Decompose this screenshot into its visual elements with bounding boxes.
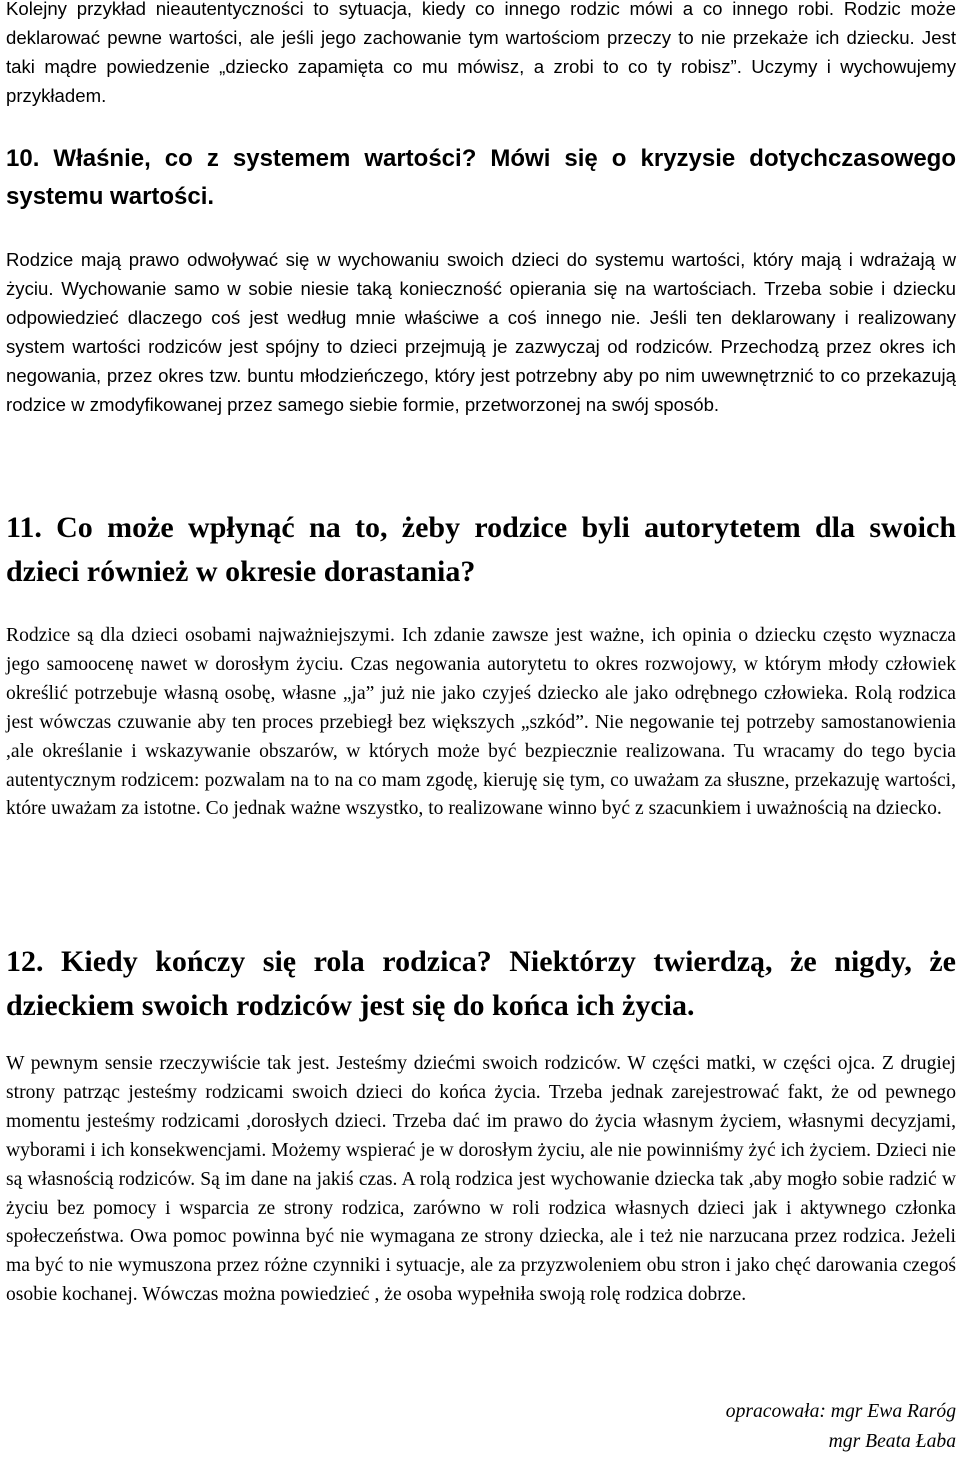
heading-11: 11. Co może wpłynąć na to, żeby rodzice byli autorytetem dla swoich dzieci również w okresie dorastania? — [6, 511, 956, 588]
signature-line-2: mgr Beata Łaba — [828, 1431, 956, 1452]
signature-line-1: opracowała: mgr Ewa Raróg — [725, 1401, 956, 1422]
heading-12: 12. Kiedy kończy się rola rodzica? Niektórzy twierdzą, że nigdy, że dzieckiem swoich rodziców jest się do końca ich życia. — [6, 945, 956, 1022]
intro-paragraph: Kolejny przykład nieautentyczności to sytuacja, kiedy co innego rodzic mówi a co innego robi. Rodzic może deklarować pewne wartości, ale jeśli jego zachowanie tym wartościom przeczy to nie przekaże ich dziecku. Jest taki mądre powiedzenie „dziecko zapamięta co mu mówisz, a zrobi to co ty robisz”. Uczymy i wychowujemy przykładem. — [6, 0, 956, 106]
signature — [726, 1397, 956, 1457]
section-10-body: Rodzice mają prawo odwoływać się w wychowaniu swoich dzieci do systemu wartości, który mają i wdrażają w życiu. Wychowanie samo w sobie niesie taką konieczność opierania się na wartościach. Trzeba sobie i dziecku odpowiedzieć dlaczego coś jest według mnie właściwe a coś innego nie. Jeśli ten deklarowany i realizowany system wartości rodziców jest spójny to dzieci przejmują je zazwyczaj od rodziców. Przechodzą przez okres ich negowania, przez okres tzw. buntu młodzieńczego, który jest potrzebny aby po nim uwewnętrznić to co przekazują rodzice w zmodyfikowanej przez samego siebie formie, przetworzonej na swój sposób. — [6, 249, 956, 415]
section-12-body: W pewnym sensie rzeczywiście tak jest. Jesteśmy dziećmi swoich rodziców. W części matki, w części ojca. Z drugiej strony patrząc jesteśmy rodzicami swoich dzieci do końca życia. Trzeba jednak zarejestrować fakt, że od pewnego momentu jesteśmy rodzicami ,dorosłych dzieci. Trzeba dać im prawo do życia własnym życiem, własnymi decyzjami, wyborami i ich konsekwencjami. Możemy wspierać je w dorosłym życiu, ale nie powinniśmy żyć ich życiem. Dzieci nie są własnością rodziców. Są im dane na jakiś czas. A rolą rodzica jest wychowanie dziecka tak ,aby mogło sobie radzić w życiu bez pomocy i wsparcia ze strony rodzica, zarówno w roli rodzica własnych dzieci jak i aktywnego członka społeczeństwa. Owa pomoc powinna być nie wymagana ze strony dziecka, ale i też nie narzucana przez rodzica. Jeżeli ma być to nie wymuszona przez różne czynniki i sytuacje, ale za przyzwoleniem obu stron i jako chęć darowania czegoś osobie kochanej. Wówczas można powiedzieć , że osoba wypełniła swoją rolę rodzica dobrze. — [6, 1053, 956, 1306]
section-11-body: Rodzice są dla dzieci osobami najważniejszymi. Ich zdanie zawsze jest ważne, ich opinia o dziecku często wyznacza jego samoocenę nawet w dorosłym życiu. Czas negowania autorytetu to okres rozwojowy, w którym młody człowiek określić potrzebuje własną osobę, własne „ja” już nie jako czyjeś dziecko ale jako odrębnego człowieka. Rolą rodzica jest wówczas czuwanie aby ten proces przebiegł bez większych „szkód”. Nie negowanie tej potrzeby samostanowienia ,ale określanie i wskazywanie obszarów, w których może być bezpiecznie realizowana. Tu wracamy do tego bycia autentycznym rodzicem: pozwalam na to na co mam zgodę, kieruję się tym, co uważam za słuszne, przekazuję wartości, które uważam za istotne. Co jednak ważne wszystko, to realizowane winno być z szacunkiem i uważnością na dziecko. — [6, 625, 956, 820]
heading-10: 10. Właśnie, co z systemem wartości? Mówi się o kryzysie dotychczasowego systemu wartości. — [6, 145, 956, 210]
